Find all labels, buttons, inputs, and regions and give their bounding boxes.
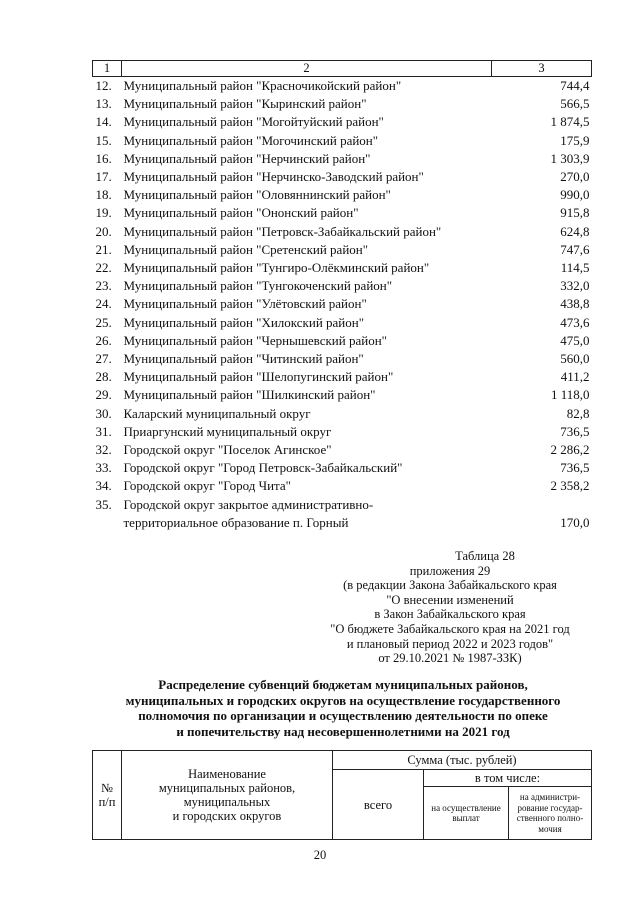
caption-line: "О бюджете Забайкальского края на 2021 год [330,621,570,636]
subsidy-table-continued [92,60,592,532]
table-row [93,223,592,241]
header-sum-cell: Сумма (тыс. рублей) [333,751,592,770]
row-number: 32. [95,442,112,458]
subsidy-table-header [92,750,592,840]
subsidy-value: 736,5 [560,423,590,439]
table-row [93,441,592,459]
table-row [93,332,592,350]
table-row [93,132,592,150]
municipality-name: Муниципальный район "Читинский район" [123,351,364,367]
row-number: 26. [95,332,112,348]
municipality-name: Муниципальный район "Тунгиро-Олёкминский район" [123,260,430,276]
subsidy-value: 2 358,2 [550,478,590,494]
row-number: 12. [95,78,112,93]
header-admin-cell: на администри- рование государ- ственного полно- мочия [509,787,592,840]
page-number: 20 [313,848,327,862]
subsidy-value: 438,8 [560,296,590,312]
table-row [93,77,592,96]
row-number: 19. [95,205,112,221]
subsidy-value: 473,6 [560,314,590,330]
row-number: 27. [95,351,112,367]
row-number: 28. [95,369,112,385]
municipality-name: Муниципальный район "Ононский район" [123,205,359,221]
subsidy-value: 747,6 [560,241,590,257]
row-number: 31. [95,423,112,439]
row-number: 22. [95,260,112,276]
column-number-row [93,61,592,77]
row-number: 25. [95,314,112,330]
row-number: 33. [95,460,112,476]
header-name-cell: Наименование муниципальных районов, муниципальных и городских округов [122,751,333,840]
column-number-1: 1 [93,61,122,77]
municipality-name: Городской округ "Город Чита" [123,478,291,494]
table-row [93,168,592,186]
municipality-name: Муниципальный район "Тунгокоченский район" [123,278,393,294]
row-number: 13. [95,96,112,112]
subsidy-value: 744,4 [560,78,590,93]
table-row [93,113,592,131]
table-row [93,277,592,295]
subsidy-value: 114,5 [560,260,590,276]
table-row [93,95,592,113]
subsidy-value: 270,0 [560,169,590,185]
table-row [93,423,592,441]
heading-line: Распределение субвенций бюджетам муниципальных районов, [158,677,528,692]
caption-line: (в редакции Закона Забайкальского края [343,578,557,593]
municipality-name: Муниципальный район "Сретенский район" [123,241,369,257]
municipality-name: Городской округ "Город Петровск-Забайкальский" [123,460,403,476]
caption-line: приложения 29 [409,563,491,578]
row-number: 18. [95,187,112,203]
table-row [93,295,592,313]
row-number: 21. [95,241,112,257]
subsidy-value: 332,0 [560,278,590,294]
table-row [93,259,592,277]
municipality-name: Муниципальный район "Могочинский район" [123,132,379,148]
municipality-name: Муниципальный район "Улётовский район" [123,296,367,312]
municipality-name: Муниципальный район "Чернышевский район" [123,332,387,348]
column-number-2: 2 [122,61,492,77]
municipality-name [122,496,492,532]
table-row [93,204,592,222]
municipality-name: Муниципальный район "Шелопугинский район" [123,369,394,385]
subsidy-value: 411,2 [560,369,590,385]
table-row [93,496,592,532]
subsidy-value: 175,9 [560,132,590,148]
row-number: 15. [95,132,112,148]
heading-line: полномочия по организации и осуществлению деятельности по опеке [138,708,548,723]
table-row [93,186,592,204]
municipality-name: Муниципальный район "Красночикойский район" [123,78,402,93]
municipality-name: Муниципальный район "Нерчинско-Заводский район" [123,169,424,185]
subsidy-value: 1 303,9 [550,150,590,166]
municipality-name: Муниципальный район "Шилкинский район" [123,387,376,403]
table-row [93,459,592,477]
row-number: 17. [95,169,112,185]
municipality-name-line: Городской округ закрытое административно- [123,496,374,512]
row-number: 29. [95,387,112,403]
header-payments-cell: на осуществление выплат [424,787,509,840]
caption-line: в Закон Забайкальского края [374,607,526,622]
caption-line: и плановый период 2022 и 2023 годов" [346,636,554,651]
subsidy-value: 475,0 [560,332,590,348]
municipality-name: Муниципальный район "Оловяннинский район" [123,187,391,203]
municipality-name: Каларский муниципальный округ [123,405,311,421]
municipality-name: Муниципальный район "Кыринский район" [123,96,367,112]
row-number: 14. [95,114,112,130]
table-row [93,314,592,332]
table-row [93,241,592,259]
subsidy-value: 1 874,5 [550,114,590,130]
table-row [93,477,592,495]
header-total-cell: всего [333,770,424,840]
table-caption [300,549,600,666]
subsidy-value: 170,0 [560,514,590,530]
row-number: 30. [95,405,112,421]
heading-line: и попечительству над несовершеннолетними на 2021 год [176,723,510,739]
row-number: 23. [95,278,112,294]
row-number: 20. [95,223,112,239]
table-row [93,386,592,404]
table-row [93,150,592,168]
table-row [93,368,592,386]
subsidy-value: 736,5 [560,460,590,476]
section-heading [92,677,594,739]
municipality-name-line: территориальное образование п. Горный [123,514,349,530]
subsidy-value: 560,0 [560,351,590,367]
municipality-name: Приаргунский муниципальный округ [123,423,332,439]
row-number: 24. [95,296,112,312]
subsidy-value: 990,0 [560,187,590,203]
municipality-name: Муниципальный район "Хилокский район" [123,314,365,330]
header-number-cell: № п/п [93,751,122,840]
subsidy-value: 915,8 [560,205,590,221]
row-number: 16. [95,150,112,166]
subsidy-value: 566,5 [560,96,590,112]
subsidy-value: 2 286,2 [550,442,590,458]
table-row [93,350,592,368]
caption-line: "О внесении изменений [386,592,514,607]
table-row [93,405,592,423]
municipality-name: Муниципальный район "Петровск-Забайкальский район" [123,223,442,239]
municipality-name: Городской округ "Поселок Агинское" [123,442,332,458]
caption-line: от 29.10.2021 № 1987-ЗЗК) [378,651,522,666]
municipality-name: Муниципальный район "Нерчинский район" [123,150,371,166]
row-number: 35. [95,496,112,512]
municipality-name: Муниципальный район "Могойтуйский район" [123,114,384,130]
column-number-3: 3 [492,61,592,77]
row-number: 34. [95,478,112,494]
header-including-cell: в том числе: [424,770,592,787]
subsidy-value: 1 118,0 [550,387,590,403]
heading-line: муниципальных и городских округов на осуществление государственного [125,692,561,708]
subsidy-value: 624,8 [560,223,590,239]
subsidy-value: 82,8 [566,405,590,421]
caption-line: Таблица 28 [455,549,515,563]
